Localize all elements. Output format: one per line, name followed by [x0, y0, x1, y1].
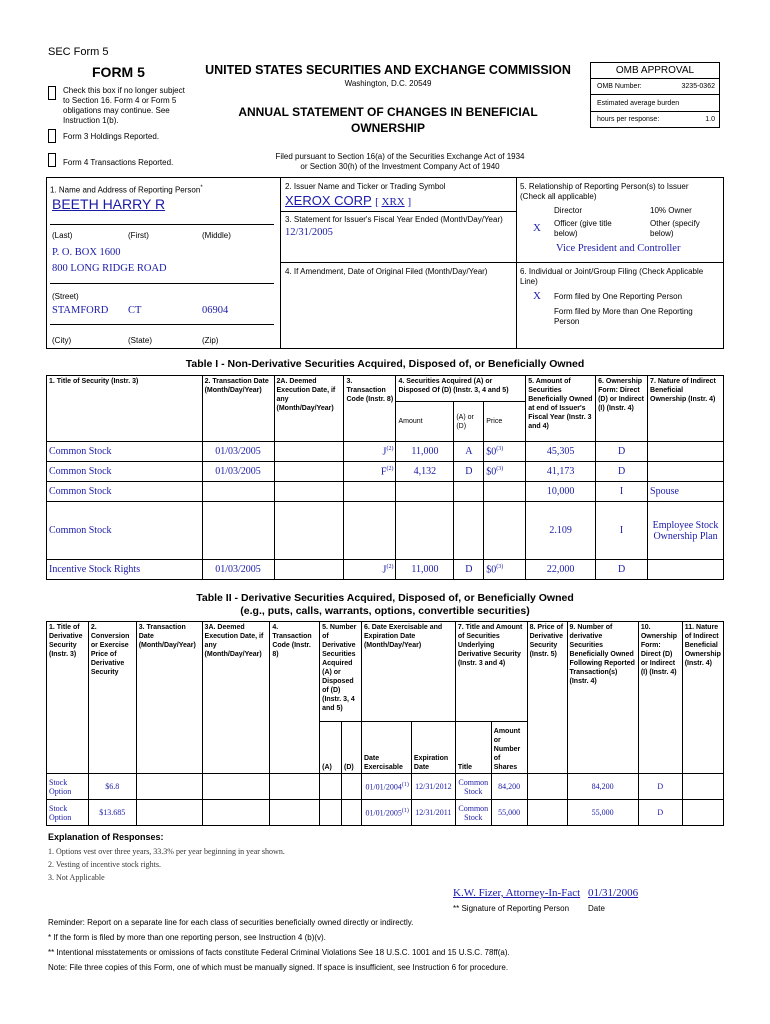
t1-h7: 7. Nature of Indirect Beneficial Ownership (Instr. 4): [648, 376, 724, 442]
t2-h5d: (D): [342, 722, 362, 774]
issuer-label: 2. Issuer Name and Ticker or Trading Symbol: [285, 182, 446, 191]
table1-row: [47, 560, 724, 580]
t1-title: Incentive Stock Rights: [47, 560, 203, 580]
t1-code: [344, 502, 396, 560]
t1-deemed-date: [274, 462, 344, 482]
t1-ownership-form: D: [596, 560, 648, 580]
t1-nature: Spouse: [648, 482, 724, 502]
t1-h4c: Price: [484, 402, 526, 442]
t2-h3a: 3A. Deemed Execution Date, if any (Month/Day/Year): [202, 622, 270, 774]
officer-checkmark[interactable]: X: [533, 222, 541, 234]
t1-code: $J^{(2)}$: [344, 560, 396, 580]
t2-deemed-date: [202, 800, 270, 826]
form4-transactions-checkbox[interactable]: [48, 153, 56, 167]
t1-amount: 11,000: [396, 560, 454, 580]
t1-ownership-form: I: [596, 482, 648, 502]
t1-acq-disp: [454, 482, 484, 502]
t1-h1: 1. Title of Security (Instr. 3): [47, 376, 203, 442]
t2-h6b: Expiration Date: [411, 722, 455, 774]
t1-nature: [648, 462, 724, 482]
t1-date: 01/03/2005: [202, 560, 274, 580]
t2-h6: 6. Date Exercisable and Expiration Date (Month/Day/Year): [361, 622, 455, 722]
other-label: Other (specify below): [650, 219, 700, 238]
t2-owned: 55,000: [567, 800, 638, 826]
t1-owned: 2.109: [526, 502, 596, 560]
t1-nature: [648, 560, 724, 580]
t1-owned: 45,305: [526, 442, 596, 462]
table2-subtitle: (e.g., puts, calls, warrants, options, convertible securities): [240, 605, 530, 617]
t1-code: $F^{(2)}$: [344, 462, 396, 482]
filed-pursuant-1: Filed pursuant to Section 16(a) of the Securities Exchange Act of 1934: [275, 152, 525, 161]
table1-row: [47, 502, 724, 560]
t1-title: Common Stock: [47, 442, 203, 462]
t2-trans-date: [136, 800, 202, 826]
t1-title: Common Stock: [47, 502, 203, 560]
t1-ownership-form: I: [596, 502, 648, 560]
table1-title: Table I - Non-Derivative Securities Acquired, Disposed of, or Beneficially Owned: [185, 358, 585, 370]
table1: [46, 375, 724, 580]
address-line-1: P. O. BOX 1600: [52, 247, 121, 258]
form3-holdings-checkbox[interactable]: [48, 129, 56, 143]
t2-disposed: [342, 800, 362, 826]
form4-transactions-label: Form 4 Transactions Reported.: [63, 158, 174, 167]
t1-acq-disp: [454, 502, 484, 560]
t2-deriv-price: [527, 800, 567, 826]
note-multiple-persons: * If the form is filed by more than one reporting person, see Instruction 4 (b)(v).: [48, 933, 326, 942]
t1-price: $0$^{(3)}$: [484, 442, 526, 462]
note-reminder: Reminder: Report on a separate line for each class of securities beneficially owned directly or indirectly.: [48, 918, 414, 927]
t1-h3: 3. Transaction Code (Instr. 8): [344, 376, 396, 442]
signature-name: K.W. Fizer, Attorney-In-Fact: [453, 887, 581, 899]
t1-amount: [396, 482, 454, 502]
fiscal-year-value: 12/31/2005: [285, 227, 333, 238]
t2-underlying-amount: 55,000: [491, 800, 527, 826]
t1-ownership-form: D: [596, 442, 648, 462]
address-line-2: 800 LONG RIDGE ROAD: [52, 263, 167, 274]
t1-h4b: (A) or (D): [454, 402, 484, 442]
note-file-copies: Note: File three copies of this Form, one of which must be manually signed. If space is insufficient, see Instruction 6 for procedure.: [48, 963, 509, 972]
t2-h10: 10. Ownership Form: Direct (D) or Indirect (I) (Instr. 4): [638, 622, 682, 774]
t1-deemed-date: [274, 560, 344, 580]
t1-title: Common Stock: [47, 482, 203, 502]
form-title: FORM 5: [92, 64, 145, 80]
omb-approval-box: [590, 62, 720, 128]
amendment-label: 4. If Amendment, Date of Original Filed (Month/Day/Year): [285, 267, 488, 276]
street-label: (Street): [52, 292, 79, 301]
filing-type-label: 6. Individual or Joint/Group Filing (Check Applicable Line): [520, 267, 704, 286]
agency-city: Washington, D.C. 20549: [344, 79, 432, 88]
t2-ownership-form: D: [638, 774, 682, 800]
omb-burden-label: Estimated average burden: [591, 94, 719, 108]
t2-exercisable: 01/01/2004$^{(1)}$: [361, 774, 411, 800]
t2-nature: [682, 800, 723, 826]
notes: [48, 915, 728, 975]
t1-date: [202, 482, 274, 502]
address-state: CT: [128, 305, 142, 316]
signature-date-label: Date: [588, 904, 605, 913]
t2-owned: 84,200: [567, 774, 638, 800]
explanation-title: Explanation of Responses:: [48, 832, 164, 842]
t2-expiration: 12/31/2012: [411, 774, 455, 800]
t2-ownership-form: D: [638, 800, 682, 826]
t1-code: [344, 482, 396, 502]
t2-trans-date: [136, 774, 202, 800]
relationship-sub: (Check all applicable): [520, 192, 597, 201]
t2-expiration: 12/31/2011: [411, 800, 455, 826]
t1-owned: 41,173: [526, 462, 596, 482]
t2-h1: 1. Title of Derivative Security (Instr. 3): [47, 622, 89, 774]
table2-title: Table II - Derivative Securities Acquired, Disposed of, or Beneficially Owned: [196, 592, 574, 604]
officer-label: Officer (give title below): [554, 219, 612, 238]
t2-underlying-amount: 84,200: [491, 774, 527, 800]
t2-h7: 7. Title and Amount of Securities Underlying Derivative Security (Instr. 3 and 4): [455, 622, 527, 722]
t2-acquired: [320, 800, 342, 826]
t1-acq-disp: A: [454, 442, 484, 462]
t1-h4: 4. Securities Acquired (A) or Disposed Of (D) (Instr. 3, 4 and 5): [396, 376, 526, 402]
t2-nature: [682, 774, 723, 800]
first-label: (First): [128, 231, 149, 240]
t2-title: Stock Option: [47, 774, 89, 800]
table2-row: [47, 800, 724, 826]
table1-row: [47, 462, 724, 482]
t2-h7a: Title: [455, 722, 491, 774]
officer-title-value: Vice President and Controller: [556, 243, 681, 254]
table2-row: [47, 774, 724, 800]
t2-disposed: [342, 774, 362, 800]
table1-row: [47, 482, 724, 502]
t1-title: Common Stock: [47, 462, 203, 482]
relationship-label: 5. Relationship of Reporting Person(s) to Issuer: [520, 182, 689, 191]
omb-hours-label: hours per response:: [597, 116, 660, 123]
t2-h5: 5. Number of Derivative Securities Acquired (A) or Disposed of (D) (Instr. 3, 4 and 5): [320, 622, 362, 722]
t1-acq-disp: D: [454, 462, 484, 482]
omb-number-label: OMB Number:: [597, 83, 642, 90]
form-label: SEC Form 5: [48, 46, 109, 58]
table1-header-row: [47, 376, 724, 402]
t1-amount: [396, 502, 454, 560]
t2-h5a: (A): [320, 722, 342, 774]
t2-price: $6.8: [88, 774, 136, 800]
one-person-checkmark[interactable]: X: [533, 290, 541, 302]
filed-pursuant-2: or Section 30(h) of the Investment Company Act of 1940: [300, 162, 500, 171]
one-person-label: Form filed by One Reporting Person: [554, 292, 683, 301]
t1-nature: Employee Stock Ownership Plan: [648, 502, 724, 560]
t2-title: Stock Option: [47, 800, 89, 826]
t1-code: $J^{(2)}$: [344, 442, 396, 462]
ten-pct-owner-label: 10% Owner: [650, 206, 692, 215]
t2-underlying-title: Common Stock: [455, 774, 491, 800]
table2: [46, 621, 724, 826]
t1-h5: 5. Amount of Securities Beneficially Owned at end of Issuer's Fiscal Year (Instr. 3 and 4): [526, 376, 596, 442]
t2-deemed-date: [202, 774, 270, 800]
t2-h6a: Date Exercisable: [361, 722, 411, 774]
t1-amount: 11,000: [396, 442, 454, 462]
state-label: (State): [128, 336, 153, 345]
omb-title: OMB APPROVAL: [591, 63, 719, 79]
explanation-item: 2. Vesting of incentive stock rights.: [48, 860, 161, 869]
t2-h11: 11. Nature of Indirect Beneficial Ownership (Instr. 4): [682, 622, 723, 774]
no-longer-subject-checkbox[interactable]: [48, 86, 56, 100]
omb-number-value: 3235-0362: [681, 83, 715, 90]
zip-label: (Zip): [202, 336, 219, 345]
no-longer-subject-label: Check this box if no longer subject to Section 16. Form 4 or Form 5 obligations may continue. See Instruction 1(b).: [63, 86, 185, 125]
t1-h2: 2. Transaction Date (Month/Day/Year): [202, 376, 274, 442]
statement-title: ANNUAL STATEMENT OF CHANGES IN BENEFICIAL OWNERSHIP: [238, 105, 538, 135]
t2-code: [270, 800, 320, 826]
t2-code: [270, 774, 320, 800]
last-label: (Last): [52, 231, 73, 240]
more-person-label: Form filed by More than One Reporting Person: [554, 307, 693, 326]
t1-date: 01/03/2005: [202, 442, 274, 462]
t2-h2: 2. Conversion or Exercise Price of Derivative Security: [88, 622, 136, 774]
t2-h8: 8. Price of Derivative Security (Instr. 5): [527, 622, 567, 774]
signature-label: ** Signature of Reporting Person: [453, 904, 570, 913]
fiscal-year-label: 3. Statement for Issuer's Fiscal Year Ended (Month/Day/Year): [285, 215, 503, 224]
t2-deriv-price: [527, 774, 567, 800]
address-zip: 06904: [202, 305, 229, 316]
t1-price: [484, 502, 526, 560]
t1-date: 01/03/2005: [202, 462, 274, 482]
t1-acq-disp: D: [454, 560, 484, 580]
t2-h9: 9. Number of derivative Securities Beneficially Owned Following Reported Transaction(s) (Instr. 4): [567, 622, 638, 774]
form3-holdings-label: Form 3 Holdings Reported.: [63, 132, 160, 141]
t1-amount: 4,132: [396, 462, 454, 482]
t1-price: $0$^{(3)}$: [484, 560, 526, 580]
t1-owned: 22,000: [526, 560, 596, 580]
t1-price: [484, 482, 526, 502]
t1-ownership-form: D: [596, 462, 648, 482]
t1-deemed-date: [274, 482, 344, 502]
address-city: STAMFORD: [52, 305, 109, 316]
t1-deemed-date: [274, 502, 344, 560]
t1-price: $0$^{(3)}$: [484, 462, 526, 482]
explanation-item: 1. Options vest over three years, 33.3% per year beginning in year shown.: [48, 847, 285, 856]
t2-underlying-title: Common Stock: [455, 800, 491, 826]
t2-h3: 3. Transaction Date (Month/Day/Year): [136, 622, 202, 774]
issuer-name[interactable]: XEROX CORP: [285, 193, 372, 208]
t1-nature: [648, 442, 724, 462]
issuer-name-ticker: XEROX CORP [ XRX ]: [285, 193, 412, 208]
t2-exercisable: 01/01/2005$^{(1)}$: [361, 800, 411, 826]
director-label: Director: [554, 206, 583, 215]
explanation-item: 3. Not Applicable: [48, 873, 105, 882]
table1-row: [47, 442, 724, 462]
agency-title: UNITED STATES SECURITIES AND EXCHANGE COMMISSION: [205, 63, 571, 77]
explanation-list: [48, 845, 285, 884]
omb-hours-value: 1.0: [705, 116, 715, 123]
middle-label: (Middle): [202, 231, 231, 240]
signature-date: 01/31/2006: [588, 887, 639, 899]
t1-deemed-date: [274, 442, 344, 462]
reporting-person-label: 1. Name and Address of Reporting Person*: [50, 185, 203, 195]
city-label: (City): [52, 336, 72, 345]
note-misstatements: ** Intentional misstatements or omissions of facts constitute Federal Criminal Violations See 18 U.S.C. 1001 and 15 U.S.C. 78ff(a).: [48, 948, 510, 957]
t1-h6: 6. Ownership Form: Direct (D) or Indirect (I) (Instr. 4): [596, 376, 648, 442]
t2-price: $13.685: [88, 800, 136, 826]
t2-h7b: Amount or Number of Shares: [491, 722, 527, 774]
t1-owned: 10,000: [526, 482, 596, 502]
t2-h4: 4. Transaction Code (Instr. 8): [270, 622, 320, 774]
t1-h4a: Amount: [396, 402, 454, 442]
t1-h2a: 2A. Deemed Execution Date, if any (Month/Day/Year): [274, 376, 344, 442]
t2-acquired: [320, 774, 342, 800]
issuer-ticker[interactable]: XRX: [381, 196, 405, 208]
t1-date: [202, 502, 274, 560]
reporting-person-name[interactable]: BEETH HARRY R: [52, 196, 166, 212]
